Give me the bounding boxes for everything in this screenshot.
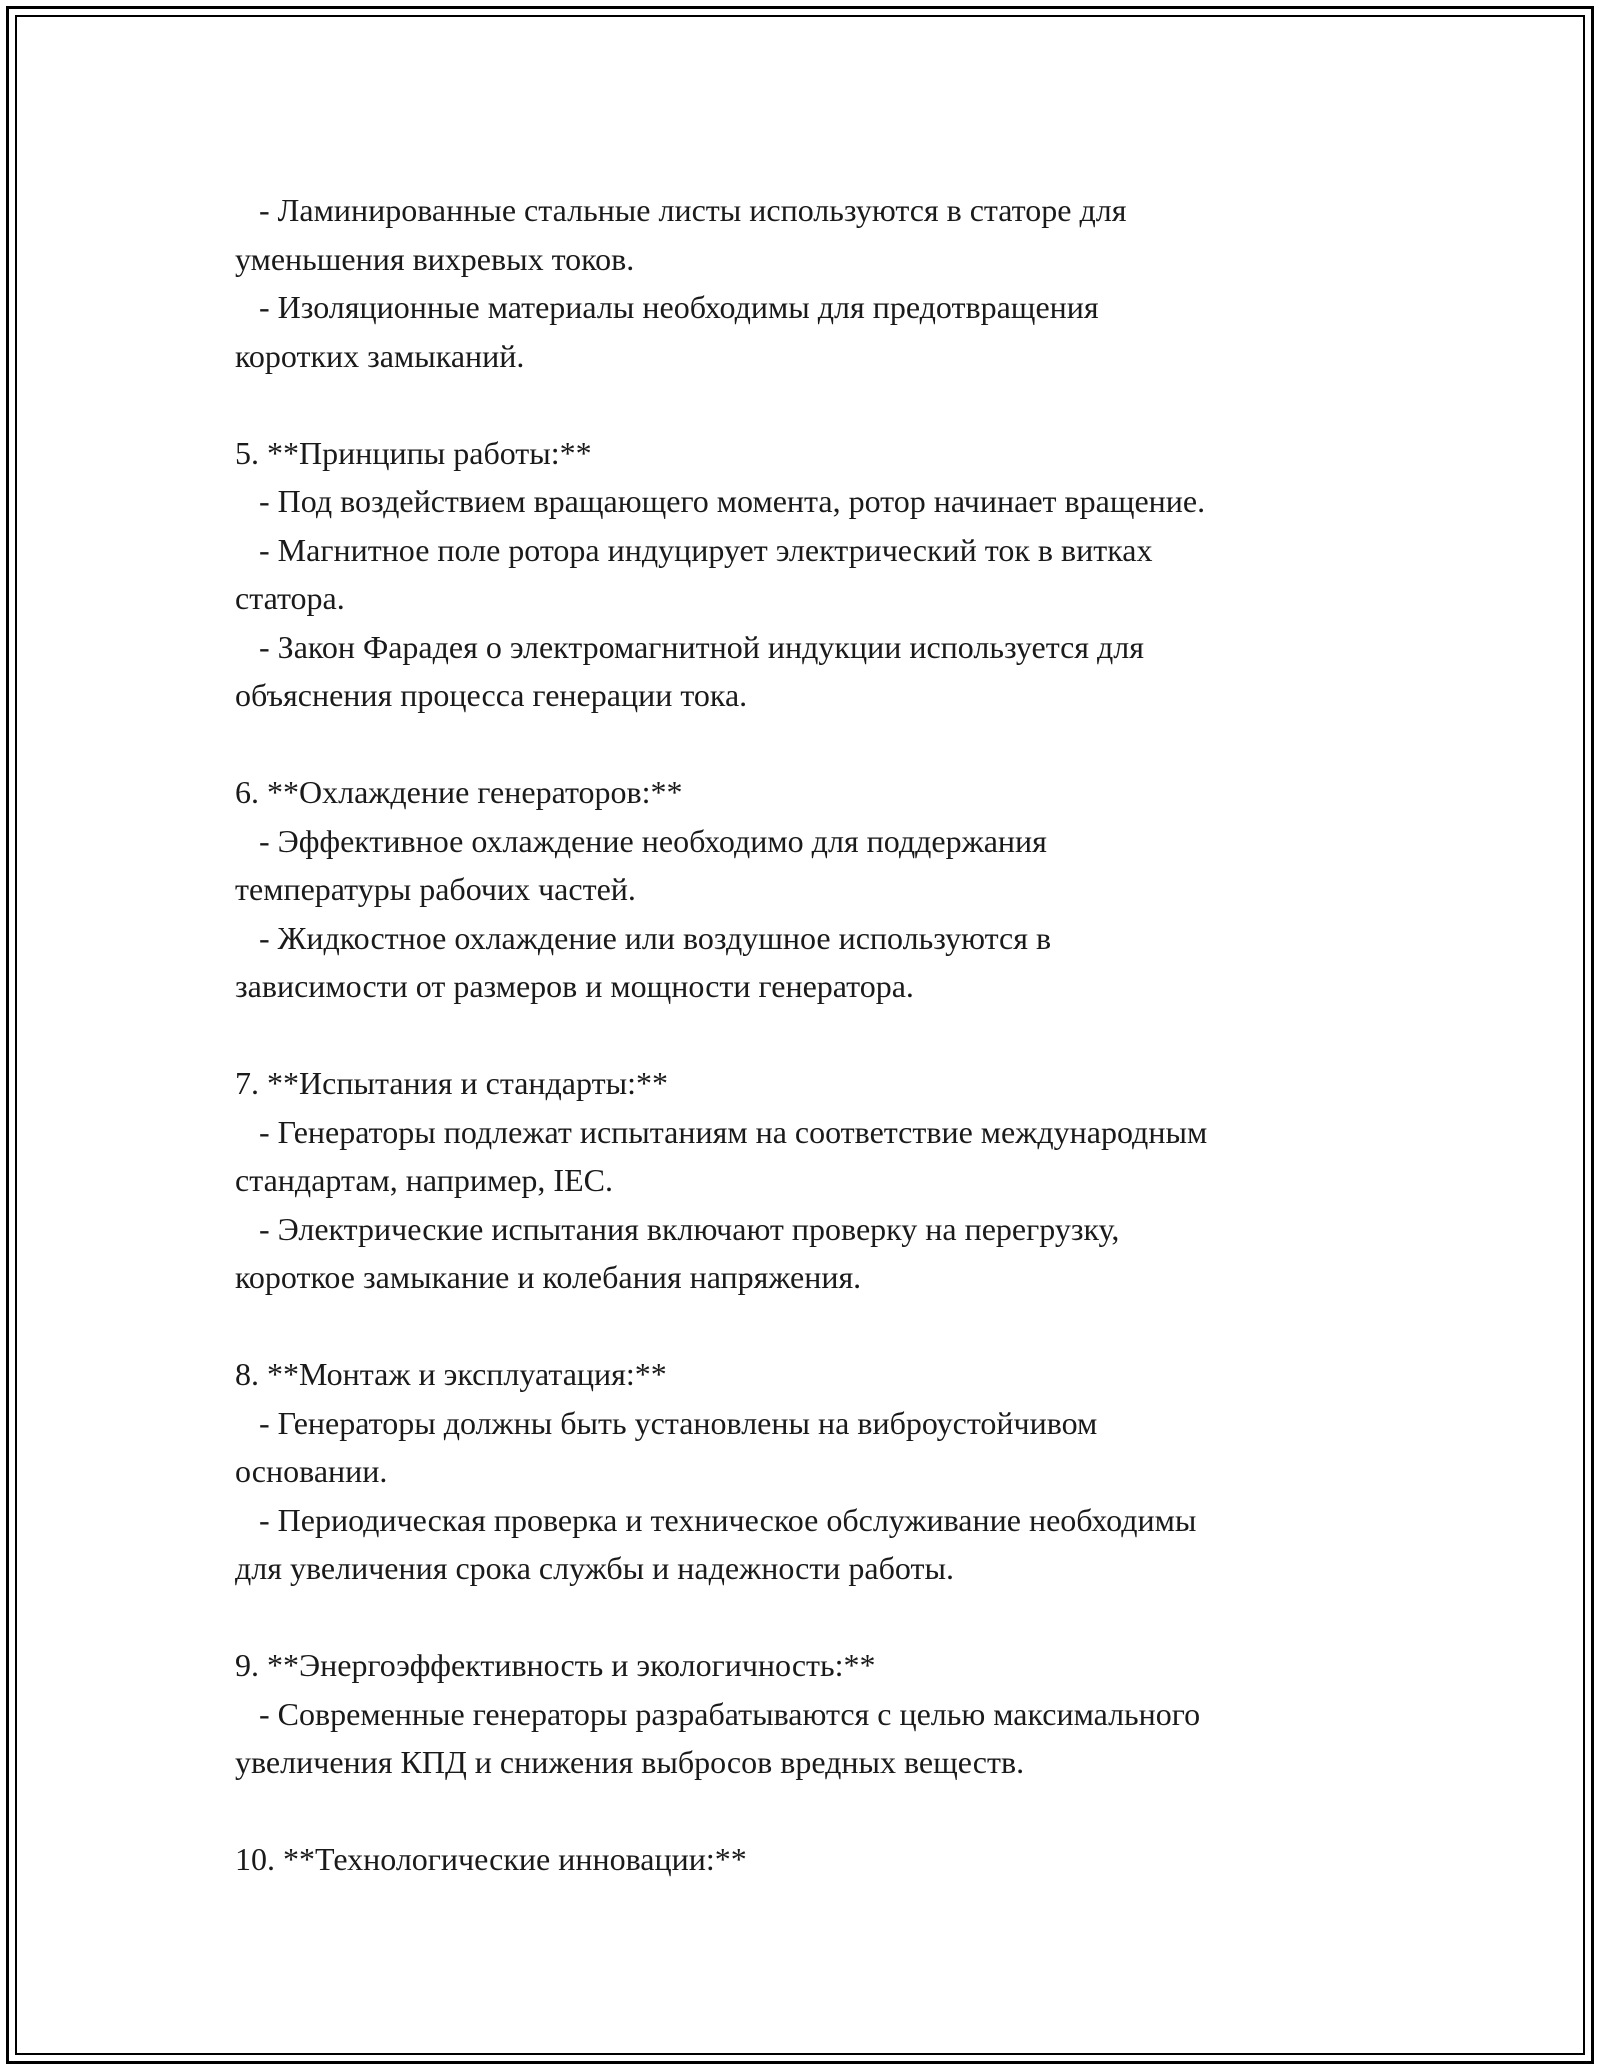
text-line: - Генераторы подлежат испытаниям на соответствие международным xyxy=(235,1113,1208,1150)
text-line: - Жидкостное охлаждение или воздушное используются в xyxy=(235,919,1052,956)
text-line: температуры рабочих частей. xyxy=(235,871,636,907)
text-line: - Эффективное охлаждение необходимо для поддержания xyxy=(235,822,1047,859)
text-line: - Изоляционные материалы необходимы для предотвращения xyxy=(235,289,1099,325)
text-line: коротких замыканий. xyxy=(235,337,525,374)
text-line: - Периодическая проверка и техническое обслуживание необходимы xyxy=(235,1501,1197,1538)
section-heading: 8. **Монтаж и эксплуатация:** xyxy=(235,1356,667,1392)
document-body xyxy=(235,186,1385,1884)
text-line: уменьшения вихревых токов. xyxy=(235,240,635,277)
section-heading: 5. **Принципы работы:** xyxy=(235,434,592,471)
text-line: - Под воздействием вращающего момента, ротор начинает вращение. xyxy=(235,483,1206,519)
blank-line xyxy=(235,1593,1385,1642)
blank-line xyxy=(235,720,1385,769)
text-line: увеличения КПД и снижения выбросов вредных веществ. xyxy=(235,1744,1025,1780)
section-heading: 9. **Энергоэффективность и экологичность:** xyxy=(235,1647,876,1683)
blank-line xyxy=(235,1302,1385,1351)
section-heading: 7. **Испытания и стандарты:** xyxy=(235,1065,668,1101)
text-line: - Современные генераторы разрабатываются с целью максимального xyxy=(235,1695,1201,1732)
blank-line xyxy=(235,1787,1385,1836)
section-heading: 6. **Охлаждение генераторов:** xyxy=(235,774,683,810)
text-line: короткое замыкание и колебания напряжения. xyxy=(235,1259,862,1295)
text-line: статора. xyxy=(235,580,345,616)
blank-line xyxy=(235,380,1385,429)
text-line: зависимости от размеров и мощности генератора. xyxy=(235,968,914,1004)
text-line: стандартам, например, IEC. xyxy=(235,1162,613,1198)
section-heading: 10. **Технологические инновации:** xyxy=(235,1841,747,1877)
text-line: - Ламинированные стальные листы используются в статоре для xyxy=(235,192,1127,228)
text-line: основании. xyxy=(235,1453,388,1489)
text-line: объяснения процесса генерации тока. xyxy=(235,677,748,713)
text-line: - Генераторы должны быть установлены на виброустойчивом xyxy=(235,1404,1098,1441)
text-line: - Магнитное поле ротора индуцирует электрический ток в витках xyxy=(235,531,1153,568)
text-line: для увеличения срока службы и надежности работы. xyxy=(235,1550,954,1586)
blank-line xyxy=(235,1011,1385,1060)
text-line: - Электрические испытания включают проверку на перегрузку, xyxy=(235,1210,1120,1247)
text-line: - Закон Фарадея о электромагнитной индукции используется для xyxy=(235,628,1144,665)
